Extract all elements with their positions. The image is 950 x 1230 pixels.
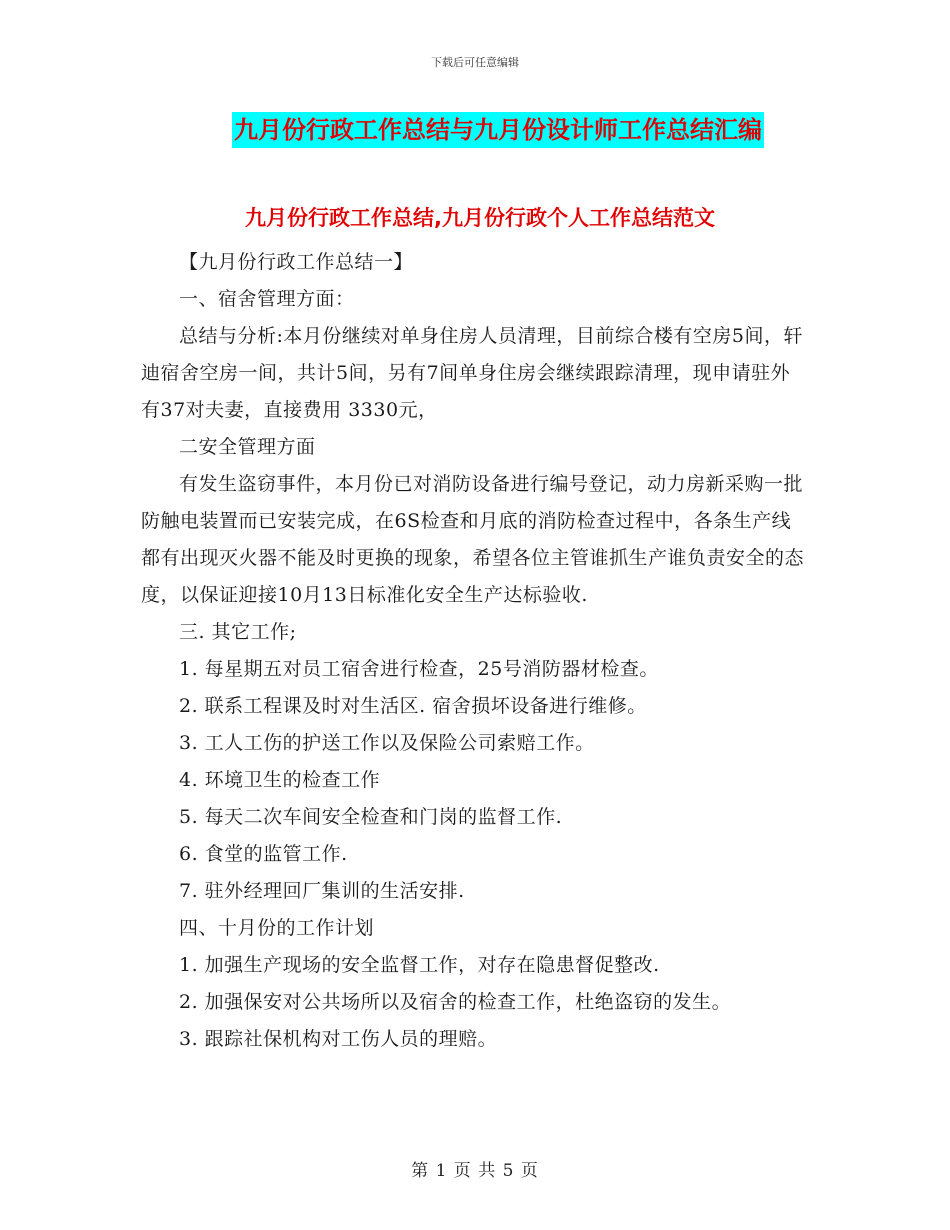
document-body — [141, 244, 809, 1058]
list-item: 2. 联系工程课及时对生活区. 宿舍损坏设备进行维修。 — [179, 695, 647, 717]
list-item: 3. 工人工伤的护送工作以及保险公司索赔工作。 — [179, 732, 595, 754]
section-heading: 二安全管理方面 — [179, 436, 316, 458]
list-item: 1. 加强生产现场的安全监督工作，对存在隐患督促整改. — [179, 954, 660, 976]
section-heading: 四、十月份的工作计划 — [179, 917, 375, 939]
paragraph: 有发生盗窃事件，本月份已对消防设备进行编号登记，动力房新采购一批防触电装置而已安装完成，在6S检查和月底的消防检查过程中，各条生产线都有出现灭火器不能及时更换的现象，希望各位主管谁抓生产谁负责安全的态度，以保证迎接10月13日标准化安全生产达标验收. — [141, 473, 805, 606]
list-item: 7. 驻外经理回厂集训的生活安排. — [179, 880, 465, 902]
main-title: 九月份行政工作总结与九月份设计师工作总结汇编 — [232, 112, 764, 148]
list-item: 4. 环境卫生的检查工作 — [179, 769, 381, 791]
section-heading: 一、宿舍管理方面： — [179, 288, 355, 310]
section-heading: 【九月份行政工作总结一】 — [179, 251, 414, 273]
paragraph: 总结与分析:本月份继续对单身住房人员清理，目前综合楼有空房5间，轩迪宿舍空房一间，共计5间，另有7间单身住房会继续跟踪清理，现申请驻外有37对夫妻，直接费用 3330元， — [141, 325, 803, 421]
main-title-container — [0, 112, 950, 148]
list-item: 6. 食堂的监管工作. — [179, 843, 348, 865]
sub-title: 九月份行政工作总结,九月份行政个人工作总结范文 — [245, 206, 715, 230]
list-item: 3. 跟踪社保机构对工伤人员的理赔。 — [179, 1028, 498, 1050]
list-item: 1. 每星期五对员工宿舍进行检查，25号消防器材检查。 — [179, 658, 659, 680]
page-footer: 第 1 页 共 5 页 — [411, 1161, 539, 1181]
list-item: 2. 加强保安对公共场所以及宿舍的检查工作，杜绝盗窃的发生。 — [179, 991, 732, 1013]
header-note: 下载后可任意编辑 — [431, 56, 519, 69]
list-item: 5. 每天二次车间安全检查和门岗的监督工作. — [179, 806, 563, 828]
section-heading: 三. 其它工作; — [179, 621, 297, 643]
